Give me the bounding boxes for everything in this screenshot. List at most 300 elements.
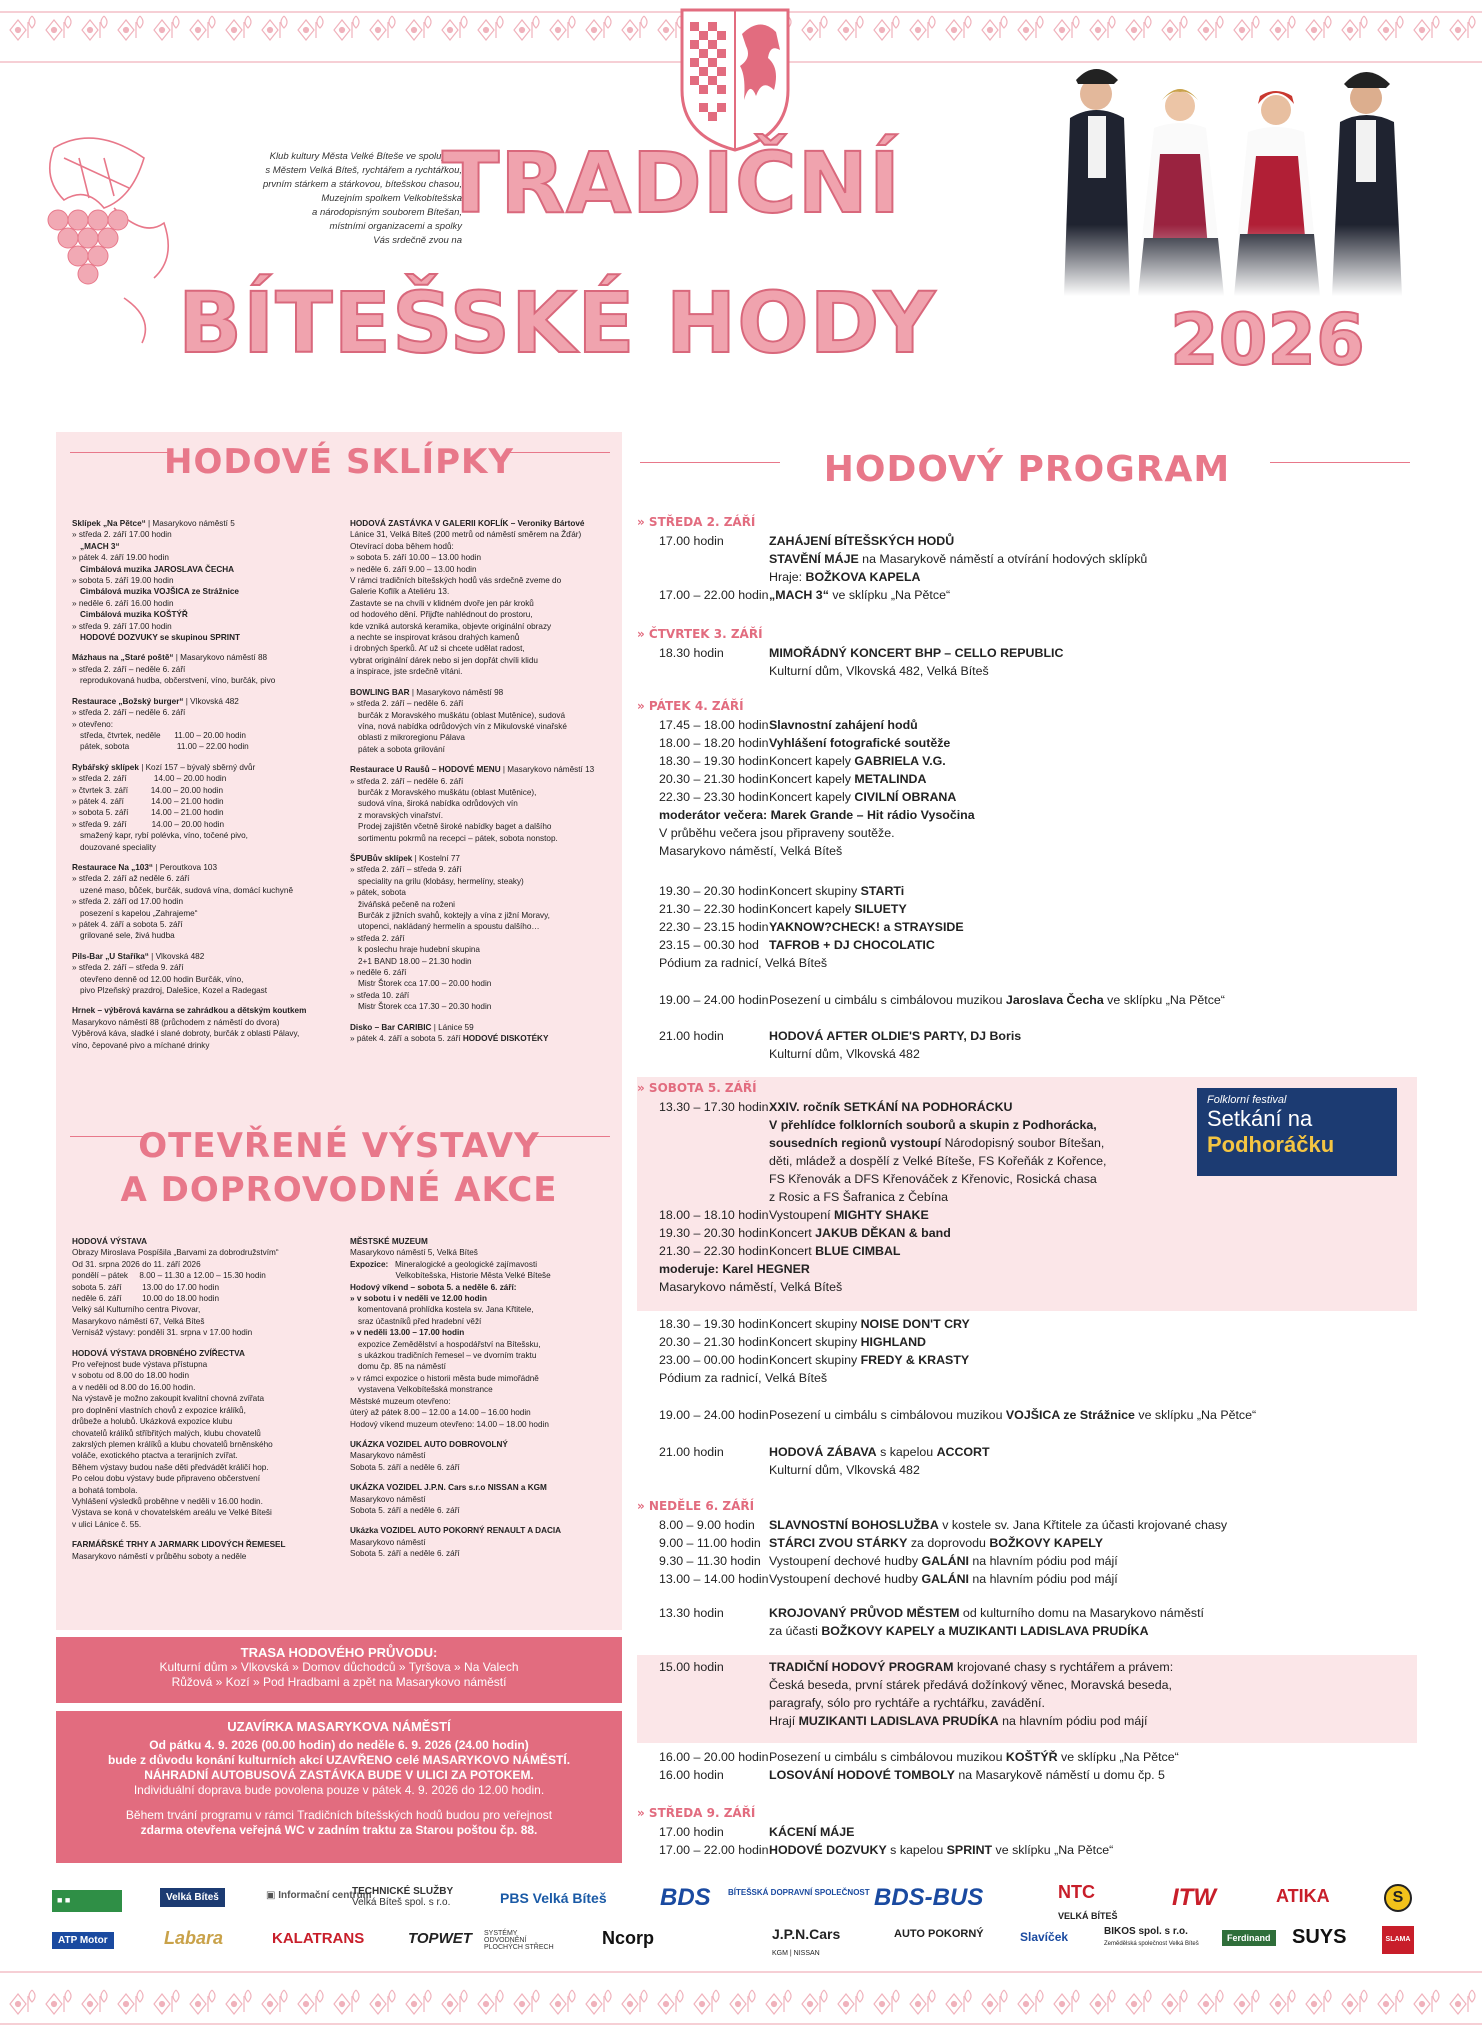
sponsor-logo: S	[1384, 1884, 1412, 1912]
vystava-line: sobota 5. září 13.00 do 17.00 hodin	[72, 1282, 220, 1292]
sklipek-line: Cimbálová muzika VOJŠICA ze Strážnice	[80, 587, 239, 597]
event-description: Koncert kapely SILUETY	[769, 902, 907, 916]
program-event	[637, 882, 1417, 900]
vystava-line: HODOVÁ VÝSTAVA	[72, 1237, 148, 1246]
event-time	[637, 1694, 769, 1712]
program-event	[637, 770, 1417, 788]
program-event	[637, 1242, 1417, 1260]
program-day: » STŘEDA 9. ZÁŘÍ	[637, 1806, 756, 1820]
sklipek-line: Restaurace Na „103“ | Peroutkova 103	[72, 862, 218, 872]
sklipek-line: sudová vína, široká nabídka odrůdových vín	[358, 799, 518, 809]
vystava-block	[350, 1525, 612, 1559]
sponsor-name: Velká Bíteš spol. s r.o.	[352, 1897, 451, 1908]
sponsor-logo	[1058, 1882, 1118, 1924]
program-event	[637, 644, 1417, 662]
sklipky-heading: HODOVÉ SKLÍPKY	[164, 442, 514, 482]
program-block	[637, 1406, 1417, 1424]
vystava-line: úterý až pátek 8.00 – 12.00 a 14.00 – 16.00 hodin	[350, 1408, 531, 1418]
program-day: » SOBOTA 5. ZÁŘÍ	[637, 1081, 757, 1095]
uzavirka-line: bude z důvodu konání kulturních akcí UZAVŘENO celé MASARYKOVO NÁMĚSTÍ.	[107, 1753, 571, 1767]
sklipek-line: » středa 2. září – neděle 6. září	[350, 699, 464, 709]
event-time	[637, 1622, 769, 1640]
program-day: » STŘEDA 2. ZÁŘÍ	[637, 515, 756, 529]
sponsor-logo: KALATRANS	[272, 1930, 365, 1947]
sponsor-logo: PBS Velká Bíteš	[500, 1890, 607, 1906]
vystava-line: Velký sál Kulturního centra Pivovar,	[72, 1305, 201, 1315]
event-time: 20.30 – 21.30 hodin	[659, 1335, 769, 1349]
sklipek-line: reprodukovaná hudba, občerstvení, víno, burčák, pivo	[80, 676, 276, 686]
vystava-block	[72, 1539, 334, 1562]
sponsor-logo: Labara	[164, 1928, 224, 1948]
vystava-line: neděle 6. září 10.00 do 18.00 hodin	[72, 1294, 220, 1304]
program-event	[637, 1315, 1417, 1333]
vystava-line: komentovaná prohlídka kostela sv. Jana Křtitele,	[358, 1305, 534, 1315]
vystavy-heading-2: A DOPROVODNÉ AKCE	[120, 1170, 558, 1210]
event-description: Koncert kapely CIVILNÍ OBRANA	[769, 790, 957, 804]
vystava-line: Masarykovo náměstí	[350, 1537, 426, 1547]
event-time: 21.00 hodin	[659, 1445, 724, 1459]
program-block	[637, 1027, 1417, 1063]
intro-line: Klub kultury Města Velké Bíteše ve spolupráci	[269, 151, 462, 162]
sklipek-line: Mistr Štorek cca 17.30 – 20.30 hodin	[358, 1002, 492, 1012]
event-description: Koncert kapely GABRIELA V.G.	[769, 754, 946, 768]
event-description: HODOVÉ DOZVUKY s kapelou SPRINT ve sklípku „Na Pětce“	[769, 1843, 1114, 1857]
vystava-line: Městské muzeum otevřeno:	[350, 1396, 451, 1406]
program-event	[637, 1461, 1417, 1479]
sponsor-logo: SUYS	[1292, 1926, 1347, 1948]
sklipek-line: Masarykovo náměstí 88 (průchodem z náměstí do dvora)	[72, 1017, 280, 1027]
event-time: 22.30 – 23.30 hodin	[659, 790, 769, 804]
sklipek-line: » středa 2. září – středa 9. září	[72, 963, 184, 973]
vystava-line: Od 31. srpna 2026 do 11. září 2026	[72, 1259, 201, 1269]
sklipek-line: Restaurace U Raušů – HODOVÉ MENU | Masarykovo náměstí 13	[350, 765, 595, 775]
sklipek-line: živáňská pečeně na roženi	[358, 899, 455, 909]
program-event	[637, 788, 1417, 806]
event-description: KÁCENÍ MÁJE	[769, 1825, 855, 1839]
vystava-line: » v rámci expozice o historii města bude mimořádně	[350, 1373, 539, 1383]
event-description: STAVĚNÍ MÁJE na Masarykově náměstí a otvírání hodových sklípků	[769, 552, 1148, 566]
event-time: 16.00 hodin	[659, 1768, 724, 1782]
event-description: LOSOVÁNÍ HODOVÉ TOMBOLY na Masarykově náměstí u domu čp. 5	[769, 1768, 1165, 1782]
event-time: 18.30 – 19.30 hodin	[659, 1317, 769, 1331]
sklipek-line: Cimbálová muzika JAROSLAVA ČECHA	[80, 564, 235, 574]
event-time	[637, 1134, 769, 1152]
sklipek-line: Sklípek „Na Pětce“ | Masarykovo náměstí 5	[72, 519, 235, 528]
sklipek-line: BOWLING BAR | Masarykovo náměstí 98	[350, 687, 504, 697]
sklipek-line: » pátek 4. září a sobota 5. září HODOVÉ DISKOTÉKY	[350, 1034, 549, 1044]
program-event	[637, 936, 1417, 954]
event-description: sousedních regionů vystoupí Národopisný soubor Bítešan,	[769, 1136, 1105, 1150]
event-description: Vystoupení dechové hudby GALÁNI na hlavním pódiu pod májí	[769, 1572, 1118, 1586]
program-event	[637, 1604, 1417, 1622]
event-description: HODOVÁ ZÁBAVA s kapelou ACCORT	[769, 1445, 990, 1459]
sponsor-logo: ATIKA	[1276, 1886, 1330, 1906]
sklipek-line: Výběrová káva, sladké i slané dobroty, burčák z oblasti Pálavy,	[72, 1029, 300, 1039]
sklipek-line: » středa 9. září 17.00 hodin	[72, 621, 172, 631]
sklipek-line: Lánice 31, Velká Bíteš (200 metrů od náměstí směrem na Žďár)	[350, 530, 582, 540]
folk-ornament-bottom	[0, 1954, 1482, 2029]
event-description: Slavnostní zahájení hodů	[769, 718, 918, 732]
event-description: STÁRCI ZVOU STÁRKY za doprovodu BOŽKOVY KAPELY	[769, 1536, 1103, 1550]
sklipek-line: » středa 2. září	[350, 933, 405, 943]
event-time: 19.30 – 20.30 hodin	[659, 884, 769, 898]
event-description: Masarykovo náměstí, Velká Bíteš	[659, 1280, 843, 1294]
sklipek-line: » pátek 4. září a sobota 5. září	[72, 920, 183, 929]
sklipek-line: pátek, sobota 11.00 – 22.00 hodin	[80, 742, 249, 752]
program-event	[637, 1045, 1417, 1063]
event-description: FS Křenovák a DFS Křenováček z Křenovic, Rosická chasa	[769, 1172, 1097, 1186]
vystava-line: expozice Zemědělství a hospodářství na Bítešsku,	[358, 1339, 541, 1349]
setkani-line: Setkání na	[1207, 1106, 1313, 1131]
program-event	[637, 1333, 1417, 1351]
sponsor-logo: Slavíček	[1020, 1930, 1069, 1944]
title-line-1: TRADIČNÍ	[442, 134, 902, 232]
sklipek-line: » středa 2. září – neděle 6. září	[350, 776, 464, 786]
program-event	[637, 662, 1417, 680]
event-time: 23.00 – 00.00 hodin	[659, 1353, 769, 1367]
event-time: 18.30 – 19.30 hodin	[659, 754, 769, 768]
event-time: 19.00 – 24.00 hodin	[659, 1408, 769, 1422]
event-description: Koncert skupiny HIGHLAND	[769, 1335, 926, 1349]
sponsor-logo: Velká Bíteš	[160, 1888, 225, 1907]
grapes-icon	[34, 128, 184, 348]
sklipek-line: » pátek 4. září 14.00 – 21.00 hodin	[72, 796, 224, 806]
sklipek-block	[72, 696, 334, 753]
event-description: Kulturní dům, Vlkovská 482, Velká Bíteš	[769, 664, 989, 678]
event-description: Vystoupení MIGHTY SHAKE	[769, 1208, 929, 1222]
trasa-box	[56, 1637, 622, 1703]
vystava-line: Sobota 5. září a neděle 6. září	[350, 1505, 460, 1515]
program-block	[637, 991, 1417, 1009]
program-event	[637, 842, 1417, 860]
intro-line: Vás srdečně zvou na	[373, 235, 462, 246]
event-time	[637, 1170, 769, 1188]
event-description: Vystoupení dechové hudby GALÁNI na hlavním pódiu pod májí	[769, 1554, 1118, 1568]
event-description: Hraje: BOŽKOVA KAPELA	[769, 570, 921, 584]
vystava-line: Obrazy Miroslava Pospíšila „Barvami za dobrodružstvím“	[72, 1248, 279, 1258]
vystava-line: Vyhlášení výsledků proběhne v neděli v 16.00 hodin.	[72, 1496, 263, 1506]
sklipek-line: » pátek 4. září 19.00 hodin	[72, 553, 169, 563]
event-description: děti, mládež a dospělí z Velké Bíteše, FS Kořeňák z Kořence,	[769, 1154, 1107, 1168]
event-description: KROJOVANÝ PRŮVOD MĚSTEM od kulturního domu na Masarykovo náměstí	[769, 1606, 1204, 1620]
event-time: 13.30 – 17.30 hodin	[659, 1100, 769, 1114]
sklipek-block	[72, 1005, 334, 1051]
program-block	[637, 514, 1417, 604]
sponsor-logo: BDS	[660, 1884, 711, 1911]
sklipek-line: » středa 2. září od 17.00 hodin	[72, 897, 184, 907]
event-time	[637, 1116, 769, 1134]
vystava-line: pondělí – pátek 8.00 – 11.30 a 12.00 – 15.30 hodin	[72, 1271, 266, 1281]
event-description: Koncert skupiny FREDY & KRASTY	[769, 1353, 970, 1367]
program-event	[637, 1570, 1417, 1588]
event-time: 21.30 – 22.30 hodin	[659, 902, 769, 916]
event-description: „MACH 3“ ve sklípku „Na Pětce“	[769, 588, 951, 602]
event-time	[637, 1152, 769, 1170]
sklipek-line: douzované speciality	[80, 842, 157, 852]
program-event	[637, 532, 1417, 550]
sponsor-logo: ▣ Informační centrum	[266, 1890, 372, 1901]
sklipek-line: Zastavte se na chvíli v klidném dvoře jen pár kroků	[350, 598, 534, 608]
program-event	[637, 1712, 1417, 1730]
event-time: 18.30 hodin	[659, 646, 724, 660]
event-description: moderuje: Karel HEGNER	[659, 1262, 810, 1276]
event-time: 23.15 – 00.30 hod	[659, 938, 759, 952]
vystava-block	[350, 1439, 612, 1473]
sklipek-line: » sobota 5. září 14.00 – 21.00 hodin	[72, 808, 224, 818]
sklipek-line: » středa 2. září – neděle 6. září	[72, 664, 186, 674]
program-event	[637, 550, 1417, 568]
event-time	[637, 1461, 769, 1479]
sklipek-line: speciality na grilu (klobásy, hermelíny, steaky)	[358, 876, 524, 886]
vystava-line: Po celou dobu výstavy bude připraveno občerstvení	[72, 1474, 260, 1484]
intro-line: Muzejním spolkem Velkobítešska	[321, 193, 462, 204]
program-day: » NEDĚLE 6. ZÁŘÍ	[637, 1499, 755, 1513]
trasa-line: Kulturní dům » Vlkovská » Domov důchodců » Tyršova » Na Valech	[159, 1660, 519, 1674]
event-time	[637, 1045, 769, 1063]
sklipek-block	[350, 687, 612, 755]
event-description: Posezení u cimbálu s cimbálovou muzikou KOŠTÝŘ ve sklípku „Na Pětce“	[769, 1750, 1179, 1764]
sponsor-logo: BDS-BUS	[874, 1884, 984, 1911]
event-time	[637, 568, 769, 586]
vystava-line: Masarykovo náměstí v průběhu soboty a neděle	[72, 1551, 247, 1561]
program-event	[637, 1841, 1417, 1859]
program-block	[637, 1604, 1417, 1640]
intro-line: prvním stárkem a stárkovou, bítešskou chasou,	[262, 179, 462, 190]
event-time: 18.00 – 18.20 hodin	[659, 736, 769, 750]
event-description: Kulturní dům, Vlkovská 482	[769, 1047, 920, 1061]
sklipek-line: Rybářský sklípek | Kozí 157 – bývalý sběrný dvůr	[72, 762, 256, 772]
program-event	[637, 1622, 1417, 1640]
sklipek-line: » čtvrtek 3. září 14.00 – 20.00 hodin	[72, 785, 224, 795]
sponsors-strip	[52, 1882, 1430, 1960]
program-event	[637, 918, 1417, 936]
sklipek-line: smažený kapr, rybí polévka, víno, točené pivo,	[80, 831, 248, 841]
sklipek-block	[350, 764, 612, 844]
sponsor-name: BIKOS spol. s r.o.	[1104, 1926, 1188, 1937]
vystava-line: » v neděli 13.00 – 17.00 hodin	[350, 1328, 465, 1338]
sklipek-line: středa, čtvrtek, neděle 11.00 – 20.00 hodin	[80, 730, 246, 740]
sklipek-line: Mázhaus na „Staré poště“ | Masarykovo náměstí 88	[72, 653, 268, 663]
event-description: Pódium za radnicí, Velká Bíteš	[659, 956, 828, 970]
vystava-line: vystavena Velkobítešská monstrance	[358, 1385, 493, 1395]
vystava-line: a bohatá tombola.	[72, 1485, 138, 1495]
event-description: Koncert skupiny NOISE DON'T CRY	[769, 1317, 970, 1331]
event-description: Posezení u cimbálu s cimbálovou muzikou Jaroslava Čecha ve sklípku „Na Pětce“	[769, 993, 1225, 1007]
sklipek-line: » středa 2. září 17.00 hodin	[72, 530, 172, 540]
sklipek-line: » středa 2. září – středa 9. září	[350, 865, 462, 875]
sklipek-block	[72, 652, 334, 686]
uzavirka-title: UZAVÍRKA MASARYKOVA NÁMĚSTÍ	[227, 1719, 451, 1734]
event-time: 21.00 hodin	[659, 1029, 724, 1043]
program-event	[637, 1278, 1417, 1296]
event-time: 19.00 – 24.00 hodin	[659, 993, 769, 1007]
sklipek-line: grilované sele, živá hudba	[80, 931, 175, 941]
event-time: 15.00 hodin	[659, 1660, 724, 1674]
vystavy-right-column	[350, 1236, 612, 1569]
program-event	[637, 954, 1417, 972]
event-time	[637, 550, 769, 568]
sponsor-logo: ITW	[1172, 1884, 1216, 1911]
sklipek-line: » středa 2. září až neděle 6. září	[72, 874, 190, 884]
sklipek-line: oblasti z mikroregionu Pálava	[358, 733, 465, 743]
event-description: Masarykovo náměstí, Velká Bíteš	[659, 844, 843, 858]
event-time: 9.30 – 11.30 hodin	[659, 1554, 761, 1568]
vystava-line: Masarykovo náměstí 67, Velká Bíteš	[72, 1316, 205, 1326]
program-event	[637, 1516, 1417, 1534]
vystava-line: HODOVÁ VÝSTAVA DROBNÉHO ZVÍŘECTVA	[72, 1348, 245, 1358]
program-day: » ČTVRTEK 3. ZÁŘÍ	[637, 627, 763, 641]
event-description: Hrají MUZIKANTI LADISLAVA PRUDÍKA na hlavním pódiu pod májí	[769, 1714, 1148, 1728]
intro-line: s Městem Velká Bíteš, rychtářem a rychtářkou,	[265, 165, 462, 176]
program-event	[637, 586, 1417, 604]
event-description: TRADIČNÍ HODOVÝ PROGRAM krojované chasy s rychtářem a právem:	[769, 1660, 1174, 1674]
program-block	[637, 1443, 1417, 1479]
vystava-line: s ukázkou tradičních řemesel – ve dvorním traktu	[358, 1351, 537, 1361]
event-description: SLAVNOSTNÍ BOHOSLUŽBA v kostele sv. Jana Křtitele za účasti krojované chasy	[769, 1518, 1228, 1532]
vystava-line: a v neděli od 8.00 do 16.00 hodin.	[72, 1382, 196, 1392]
event-time: 20.30 – 21.30 hodin	[659, 772, 769, 786]
event-time: 17.00 hodin	[659, 534, 724, 548]
vystava-line: Masarykovo náměstí	[350, 1494, 426, 1504]
sklipky-right-column	[350, 518, 612, 1053]
vystava-line: MĚSTSKÉ MUZEUM	[350, 1237, 428, 1246]
event-description: HODOVÁ AFTER OLDIE'S PARTY, DJ Boris	[769, 1029, 1022, 1043]
sklipek-line: 2+1 BAND 18.00 – 21.30 hodin	[358, 956, 472, 966]
sklipek-block	[72, 951, 334, 997]
sponsor-logo	[352, 1886, 453, 1908]
setkani-line: Folklorní festival	[1207, 1094, 1287, 1106]
vystava-line: pro doplnění vlastních chovů z expozice králíků,	[72, 1405, 246, 1415]
sklipek-line: z moravských vinařství.	[358, 810, 444, 820]
sklipek-line: a inspirace, jste srdečně vítáni.	[350, 667, 463, 677]
sklipek-line: » neděle 6. září 16.00 hodin	[72, 598, 174, 608]
sklipek-line: » středa 2. září – neděle 6. září	[72, 708, 186, 718]
event-description: Česká beseda, první stárek předává dožínkový věnec, Moravská beseda,	[769, 1678, 1172, 1692]
uzavirka-box	[56, 1711, 622, 1863]
program-event	[637, 806, 1417, 824]
program-block	[637, 1498, 1417, 1588]
sponsor-logo: Ncorp	[602, 1928, 655, 1948]
vystava-block	[72, 1348, 334, 1531]
sklipek-line: otevřeno denně od 12.00 hodin Burčák, víno,	[80, 974, 244, 984]
program-day: » PÁTEK 4. ZÁŘÍ	[637, 699, 744, 713]
sklipek-line: burčák z Moravského muškátu (oblast Mutěnice),	[358, 787, 537, 797]
sklipek-block	[72, 518, 334, 643]
sponsor-name: Zemědělská společnost Velká Bíteš	[1104, 1941, 1199, 1947]
sklipek-line: Pils-Bar „U Staříka“ | Vlkovská 482	[72, 951, 205, 961]
sponsor-logo	[1104, 1926, 1199, 1948]
uzavirka-line: Od pátku 4. 9. 2026 (00.00 hodin) do neděle 6. 9. 2026 (24.00 hodin)	[149, 1738, 529, 1752]
sklipek-block	[72, 862, 334, 942]
event-time	[637, 1676, 769, 1694]
sklipek-block	[350, 518, 612, 678]
program-block	[637, 1748, 1417, 1784]
sklipek-line: Disko – Bar CARIBIC | Lánice 59	[350, 1022, 474, 1032]
sklipek-line: Cimbálová muzika KOŠTÝŘ	[80, 610, 188, 620]
sklipek-line: utopenci, nakládaný hermelín a spoustu dalšího…	[358, 922, 540, 932]
sklipek-line: uzené maso, bůček, burčák, sudová vína, domácí kuchyně	[80, 885, 293, 895]
event-description: V přehlídce folklorních souborů a skupin z Podhorácka,	[769, 1118, 1097, 1132]
sklipek-line: » středa 2. září 14.00 – 20.00 hodin	[72, 774, 227, 784]
event-time: 9.00 – 11.00 hodin	[659, 1536, 761, 1550]
program-event	[637, 1694, 1417, 1712]
program-heading: HODOVÝ PROGRAM	[823, 449, 1231, 490]
program-event	[637, 900, 1417, 918]
sklipek-line: vína, nová nabídka odrůdových vín z Mikulovské vinařské	[358, 721, 567, 731]
intro-line: a národopisným souborem Bítešan,	[312, 207, 462, 218]
intro-text	[200, 150, 462, 248]
sklipek-line: Mistr Štorek cca 17.00 – 20.00 hodin	[358, 979, 492, 989]
event-description: YAKNOW?CHECK! a STRAYSIDE	[769, 920, 964, 934]
vystava-line: zakrslých plemen králíků a klubu chovatelů brněnského	[72, 1439, 273, 1449]
program-event	[637, 991, 1417, 1009]
sklipek-block	[350, 1022, 612, 1045]
vystava-block	[350, 1482, 612, 1516]
sponsor-logo: AUTO POKORNÝ	[894, 1928, 984, 1940]
event-time	[637, 662, 769, 680]
program-event	[637, 1552, 1417, 1570]
sklipek-line: a nechte se inspirovat krásou drahých kamenů	[350, 633, 520, 643]
event-time: 13.00 – 14.00 hodin	[659, 1572, 769, 1586]
program-event	[637, 1406, 1417, 1424]
vystava-line: voláče, exotického ptactva a terarijních zvířat.	[72, 1451, 238, 1461]
program-block	[637, 1315, 1417, 1387]
sklipky-left-column	[72, 518, 334, 1060]
sklipek-line: pivo Plzeňský prazdroj, Dalešice, Kozel a Radegast	[80, 986, 268, 996]
sklipek-block	[350, 853, 612, 1013]
sponsor-logo: ATP Motor	[52, 1932, 114, 1949]
sklipek-line: ŠPUBův sklípek | Kostelní 77	[350, 853, 460, 863]
sklipek-line: HODOVÉ DOZVUKY se skupinou SPRINT	[80, 633, 240, 643]
vystavy-left-column	[72, 1236, 334, 1571]
event-time: 17.45 – 18.00 hodin	[659, 718, 769, 732]
program-event	[637, 1766, 1417, 1784]
sklipek-line: burčák z Moravského muškátu (oblast Mutěnice), sudová	[358, 710, 566, 720]
setkani-logo	[1197, 1088, 1397, 1176]
program-event	[637, 1369, 1417, 1387]
sklipek-line: » neděle 6. září 9.00 – 13.00 hodin	[350, 564, 477, 574]
program-event	[637, 1534, 1417, 1552]
vystava-line: Masarykovo náměstí	[350, 1451, 426, 1461]
event-description: Posezení u cimbálu s cimbálovou muzikou VOJŠICA ze Strážnice ve sklípku „Na Pětce“	[769, 1408, 1257, 1422]
program-event	[637, 1260, 1417, 1278]
sklipek-line: » neděle 6. září	[350, 968, 407, 978]
title-year: 2026	[1170, 299, 1365, 381]
program-event	[637, 1027, 1417, 1045]
sklipek-block	[72, 762, 334, 853]
program-block	[637, 882, 1417, 972]
vystava-line: Expozice: Mineralogické a geologické zajímavosti	[350, 1259, 538, 1269]
sponsor-name: TECHNICKÉ SLUŽBY	[352, 1886, 454, 1897]
sklipek-line: kde vzniká autorská keramika, objevte originální obrazy	[350, 621, 552, 631]
sklipek-line: víno, čepované pivo a míchané drinky	[72, 1040, 210, 1050]
sklipek-line: » středa 10. září	[350, 990, 410, 1000]
vystava-line: chovatelů králíků stříbřitých malých, klubu chovatelů	[72, 1428, 261, 1438]
sklipek-line: k poslechu hraje hudební skupina	[358, 945, 480, 955]
program-event	[637, 1443, 1417, 1461]
program-event	[637, 1823, 1417, 1841]
costumed-people-photo	[1048, 58, 1450, 296]
event-description: moderátor večera: Marek Grande – Hit rádio Vysočina	[659, 808, 975, 822]
event-time: 21.30 – 22.30 hodin	[659, 1244, 769, 1258]
sklipek-line: HODOVÁ ZASTÁVKA V GALERII KOFLÍK – Veroniky Bártové	[350, 519, 585, 528]
sponsor-logo: SLAMA	[1382, 1926, 1414, 1954]
program-event	[637, 1206, 1417, 1224]
vystava-line: sraz účastníků před hradební věží	[358, 1316, 482, 1326]
sklipek-line: Restaurace „Božský burger“ | Vlkovská 482	[72, 696, 239, 706]
vystava-line: Ukázka VOZIDEL AUTO POKORNÝ RENAULT A DACIA	[350, 1526, 562, 1536]
setkani-line: Podhoráčku	[1207, 1132, 1335, 1157]
